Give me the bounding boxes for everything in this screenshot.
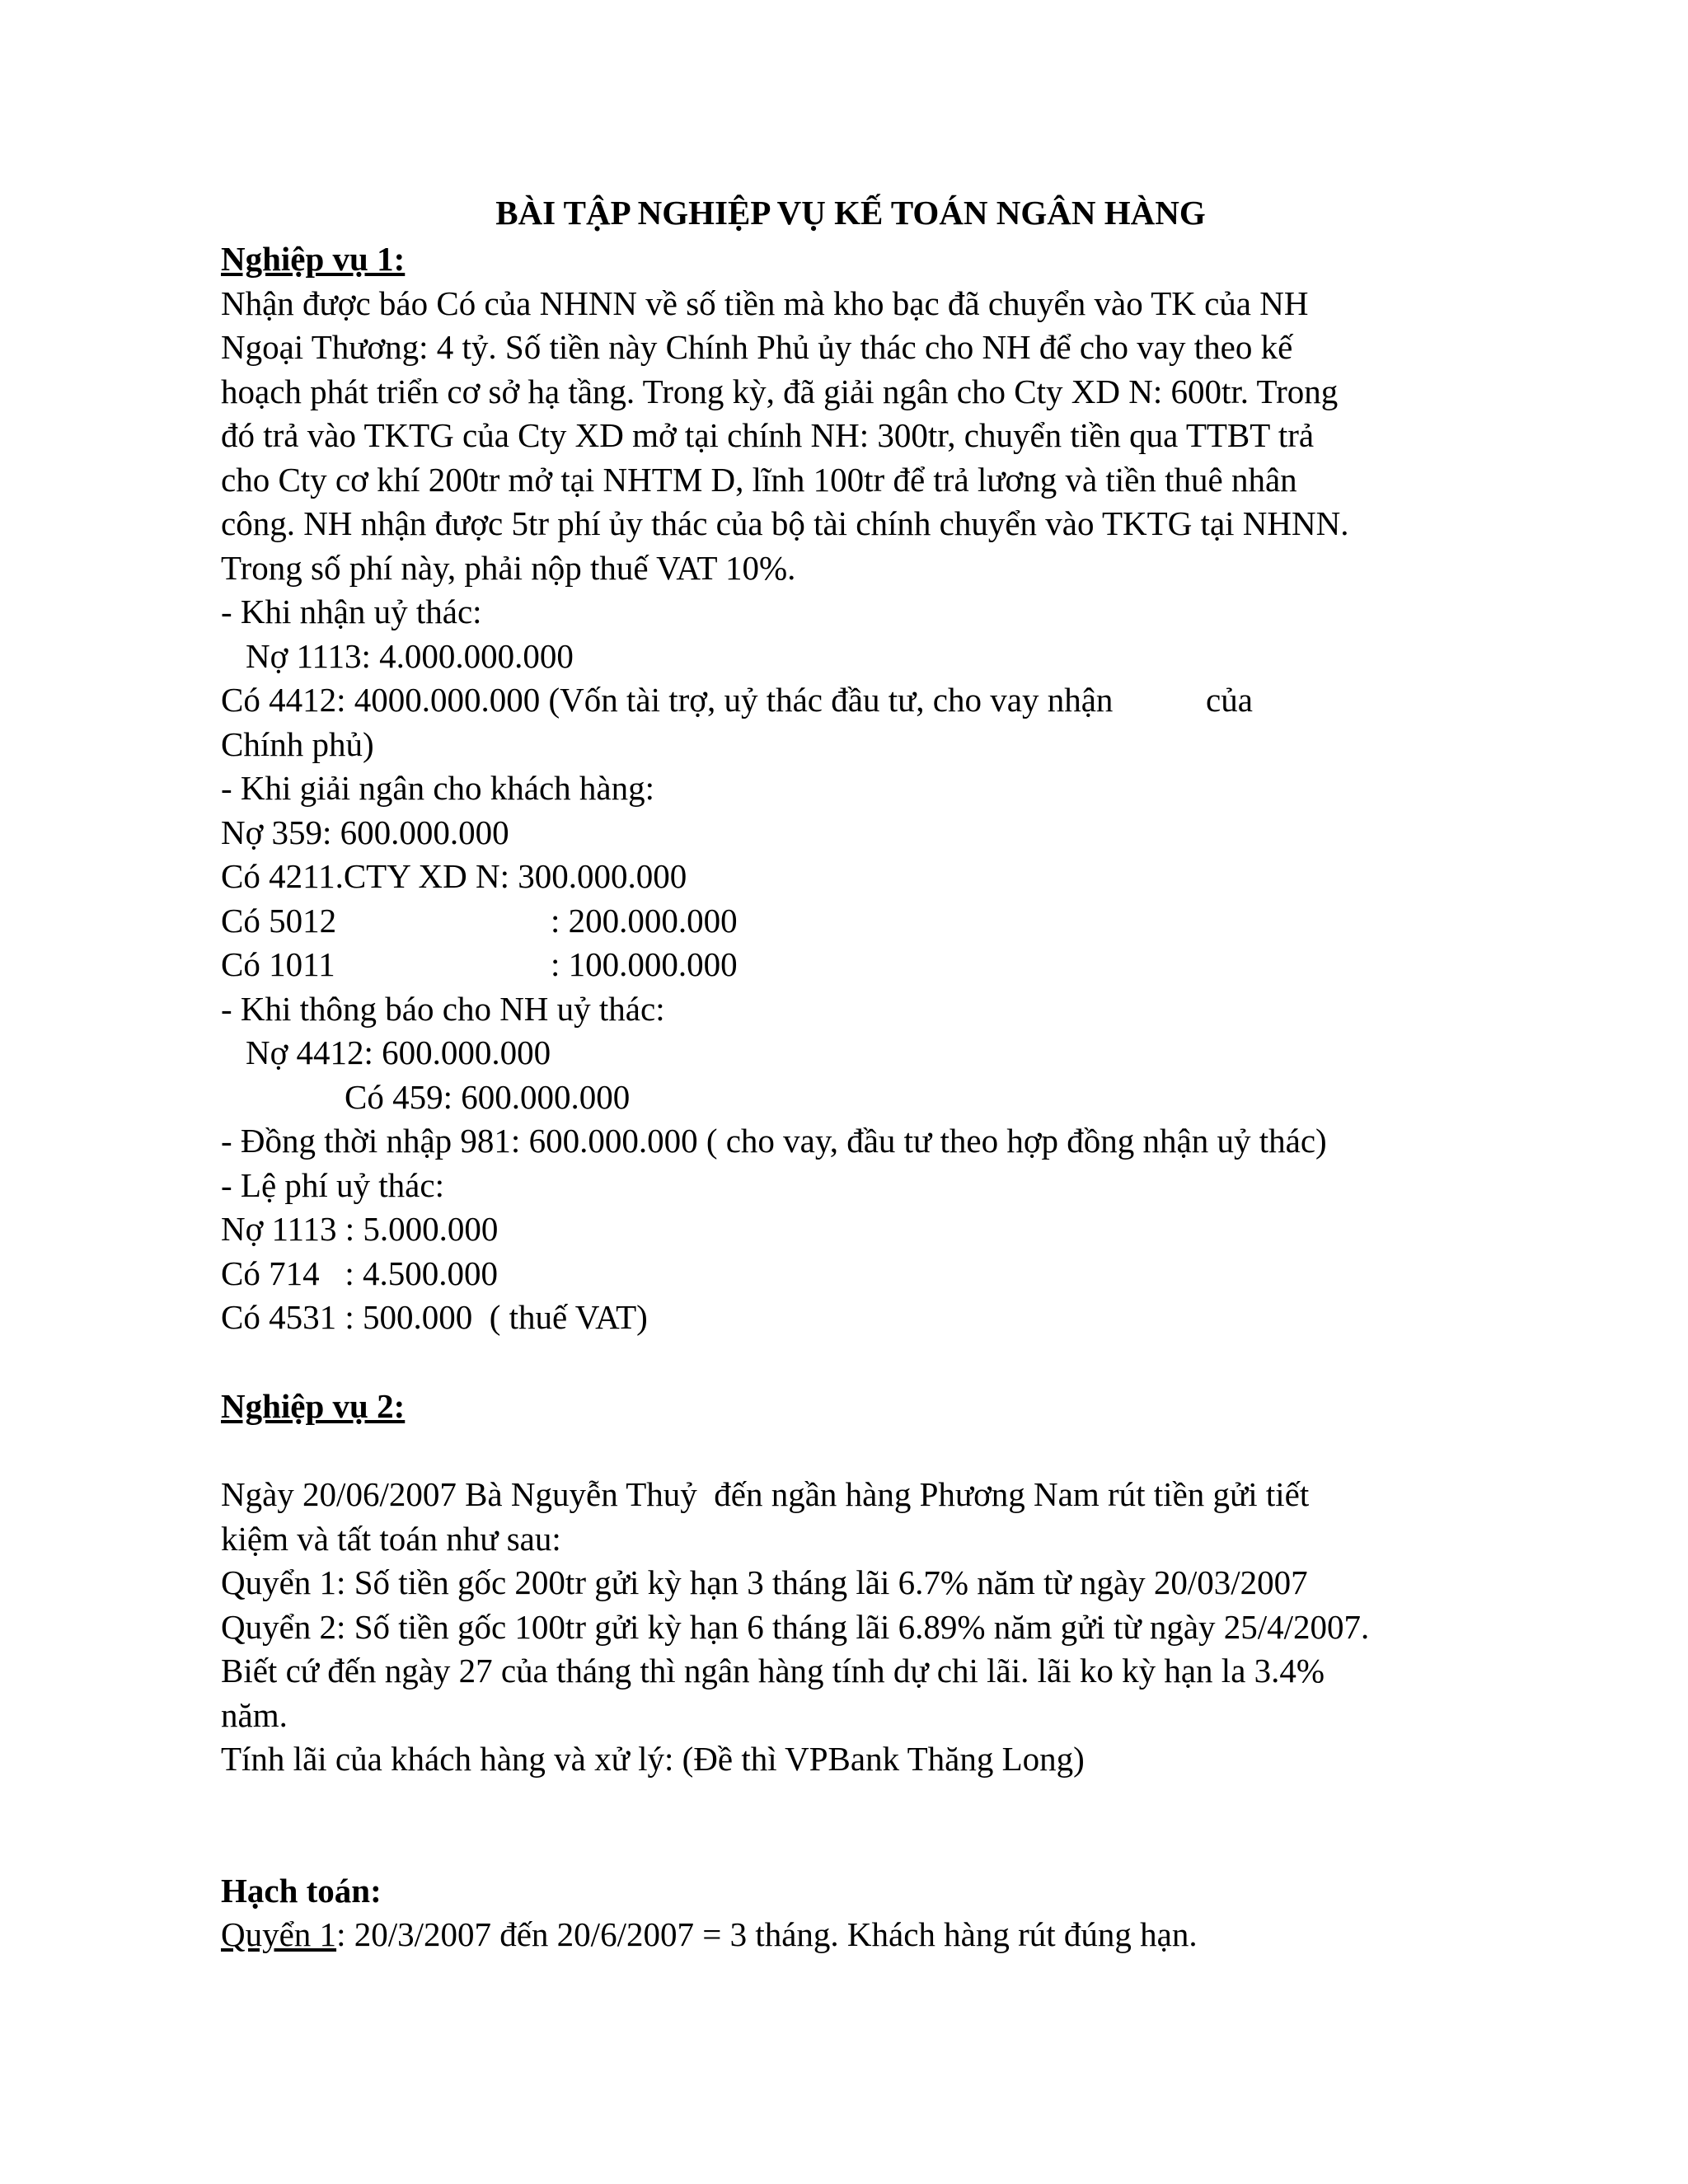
nv2-paragraph-line: Tính lãi của khách hàng và xử lý: (Đề thì VPBank Thăng Long) xyxy=(221,1740,1085,1778)
notify-label: - Khi thông báo cho NH uỷ thác: xyxy=(221,989,665,1028)
nv1-paragraph-line: hoạch phát triển cơ sở hạ tầng. Trong kỳ, đã giải ngân cho Cty XD N: 600tr. Trong xyxy=(221,372,1339,410)
nv1-paragraph-line: công. NH nhận được 5tr phí ủy thác của bộ tài chính chuyển vào TKTG tại NHNN. xyxy=(221,504,1349,542)
nv2-paragraph-line: Quyển 1: Số tiền gốc 200tr gửi kỳ hạn 3 tháng lãi 6.7% năm từ ngày 20/03/2007 xyxy=(221,1563,1308,1601)
fee-credit-entry: Có 4531 : 500.000 ( thuế VAT) xyxy=(221,1298,648,1336)
document-page xyxy=(221,191,1540,1957)
q1-label: Quyển 1 xyxy=(221,1915,337,1953)
section-spacer xyxy=(221,1428,1540,1473)
nv2-paragraph-line: Biết cứ đến ngày 27 của tháng thì ngân hàng tính dự chi lãi. lãi ko kỳ hạn la 3.4% xyxy=(221,1652,1325,1690)
receive-label: - Khi nhận uỷ thác: xyxy=(221,593,482,630)
receive-credit-entry xyxy=(221,678,1540,723)
nv1-paragraph-line: cho Cty cơ khí 200tr mở tại NHTM D, lĩnh 100tr để trả lương và tiền thuê nhân xyxy=(221,460,1297,499)
notify-debit-entry: Nợ 4412: 600.000.000 xyxy=(246,1033,551,1071)
nv2-paragraph-line: năm. xyxy=(221,1695,288,1734)
accounting-heading: Hạch toán: xyxy=(221,1871,382,1910)
document-title: BÀI TẬP NGHIỆP VỤ KẾ TOÁN NGÂN HÀNG xyxy=(495,194,1206,232)
receive-credit-right: của xyxy=(1206,681,1253,719)
q1-text: : 20/3/2007 đến 20/6/2007 = 3 tháng. Khách hàng rút đúng hạn. xyxy=(336,1915,1198,1953)
disburse-credit-account: Có 1011 xyxy=(221,945,335,983)
nv1-paragraph-line: Trong số phí này, phải nộp thuế VAT 10%. xyxy=(221,548,796,587)
disburse-credit-entry xyxy=(221,899,1540,944)
notify-credit-entry: Có 459: 600.000.000 xyxy=(345,1077,631,1116)
nv2-heading: Nghiệp vụ 2: xyxy=(221,1386,406,1425)
receive-credit-left: Có 4412: 4000.000.000 (Vốn tài trợ, uỷ thác đầu tư, cho vay nhận xyxy=(221,681,1114,719)
disburse-credit-amount: : 100.000.000 xyxy=(551,945,738,983)
receive-debit-entry: Nợ 1113: 4.000.000.000 xyxy=(246,636,574,675)
nv2-paragraph-line: Quyển 2: Số tiền gốc 100tr gửi kỳ hạn 6 tháng lãi 6.89% năm gửi từ ngày 25/4/2007. xyxy=(221,1607,1370,1646)
nv1-paragraph-line: đó trả vào TKTG của Cty XD mở tại chính NH: 300tr, chuyển tiền qua TTBT trả xyxy=(221,416,1315,454)
disburse-label: - Khi giải ngân cho khách hàng: xyxy=(221,769,655,807)
nv2-paragraph-line: kiệm và tất toán như sau: xyxy=(221,1519,561,1558)
receive-credit-continuation: Chính phủ) xyxy=(221,724,374,763)
disburse-credit-account: Có 5012 xyxy=(221,901,337,940)
disburse-credit-entry xyxy=(221,943,1540,987)
disburse-credit-entry: Có 4211.CTY XD N: 300.000.000 xyxy=(221,857,687,895)
nv2-paragraph-line: Ngày 20/06/2007 Bà Nguyễn Thuỷ đến ngần hàng Phương Nam rút tiền gửi tiết xyxy=(221,1475,1310,1513)
simultaneous-entry: - Đồng thời nhập 981: 600.000.000 ( cho vay, đầu tư theo hợp đồng nhận uỷ thác) xyxy=(221,1122,1327,1160)
disburse-credit-amount: : 200.000.000 xyxy=(551,901,738,940)
fee-debit-entry: Nợ 1113 : 5.000.000 xyxy=(221,1210,499,1248)
fee-label: - Lệ phí uỷ thác: xyxy=(221,1165,444,1204)
disburse-debit-entry: Nợ 359: 600.000.000 xyxy=(221,813,509,851)
section-spacer xyxy=(221,1340,1540,1385)
nv1-paragraph-line: Nhận được báo Có của NHNN về số tiền mà kho bạc đã chuyển vào TK của NH xyxy=(221,284,1309,322)
section-spacer xyxy=(221,1782,1540,1869)
nv1-paragraph-line: Ngoại Thương: 4 tỷ. Số tiền này Chính Phủ ủy thác cho NH để cho vay theo kế xyxy=(221,328,1293,366)
nv1-heading: Nghiệp vụ 1: xyxy=(221,240,406,278)
fee-credit-entry: Có 714 : 4.500.000 xyxy=(221,1254,498,1292)
accounting-q1-line xyxy=(221,1913,1540,1957)
